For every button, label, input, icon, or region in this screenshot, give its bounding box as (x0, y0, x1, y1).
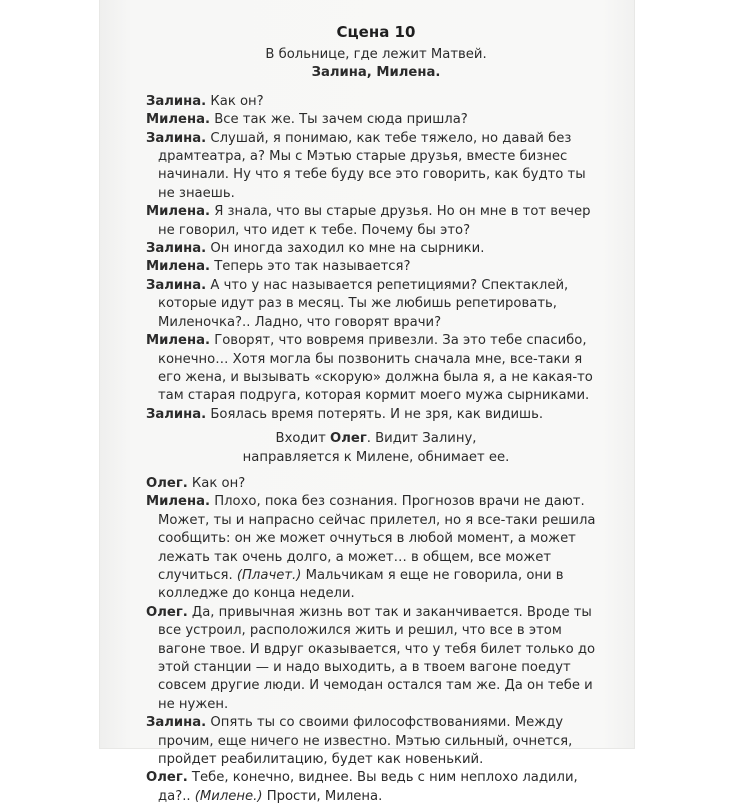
stage-direction-line-2: направляется к Милене, обнимает ее. (242, 449, 510, 465)
speaker-name: Залина. (146, 715, 207, 731)
stage-direction-text-2: . Видит Залину, (366, 431, 477, 447)
speaker-name: Милена. (146, 112, 210, 128)
speech-text: Я знала, что вы старые друзья. Но он мне в тот вечер не говорил, что идет к тебе. Почему бы это? (158, 204, 591, 238)
dialogue-line (146, 604, 606, 714)
dialogue-line (146, 258, 606, 276)
speaker-name: Залина. (146, 277, 207, 293)
scene-title: Сцена 10 (336, 23, 416, 41)
speaker-name: Олег. (146, 475, 188, 491)
speaker-name: Залина. (146, 406, 207, 422)
dialogue-line (146, 111, 606, 129)
stage-direction-line-1 (146, 430, 606, 448)
speaker-name: Залина. (146, 93, 207, 109)
dialogue-line (146, 277, 606, 332)
stage-direction-name: Олег (330, 431, 367, 447)
speech-text: Говорят, что вовремя привезли. За это тебе спасибо, конечно… Хотя могла бы позвонить сначала мне, все-таки я его жена, и вызывать «скорую» должна была я, а не какая-то там старая подруга, которая кормит моего мужа сырниками. (158, 333, 593, 404)
dialogue-line (146, 769, 606, 806)
speech-text: Все так же. Ты зачем сюда пришла? (210, 112, 468, 128)
speaker-name: Олег. (146, 770, 188, 786)
speech-text: Опять ты со своими философствованиями. Между прочим, еще ничего не известно. Мэтью сильный, очнется, пройдет реабилитацию, будет как новенький. (158, 715, 573, 768)
stage-remark: (Плачет.) (236, 567, 302, 583)
dialogue-line (146, 714, 606, 769)
dialogue-line (146, 130, 606, 204)
stage-direction-text: Входит (275, 431, 331, 447)
speech-text: Он иногда заходил ко мне на сырники. (206, 241, 485, 257)
speech-text-continued: Прости, Милена. (262, 788, 383, 804)
scene-setting: В больнице, где лежит Матвей. (265, 47, 487, 62)
scene-characters: Залина, Милена. (311, 65, 441, 81)
stage-direction (146, 430, 606, 467)
dialogue-line (146, 240, 606, 258)
dialogue-line (146, 93, 606, 111)
speaker-name: Залина. (146, 241, 207, 257)
speaker-name: Милена. (146, 333, 210, 349)
speech-text: Слушай, я понимаю, как тебе тяжело, но давай без драмтеатра, а? Мы с Мэтью старые друзья, вместе бизнес начинали. Ну что я тебе буду все это говорить, как будто ты не знаешь. (158, 130, 586, 201)
speech-text: Плохо, пока без сознания. Прогнозов врачи не дают. Может, ты и напрасно сейчас прилетел, но я все-таки решила сообщить: он же может очнуться в любой момент, а может лежать так очень долго, а может… в общем, все может случиться. (158, 494, 596, 583)
speech-text: Теперь это так называется? (210, 259, 411, 275)
play-text (146, 22, 606, 806)
dialogue-line (146, 406, 606, 424)
dialogue-line (146, 203, 606, 240)
dialogue-block-1 (146, 93, 606, 424)
dialogue-block-2 (146, 475, 606, 806)
speaker-name: Милена. (146, 259, 210, 275)
speech-text-continued: Мальчикам я еще не говорила, они в колледже до конца недели. (158, 567, 564, 602)
dialogue-line (146, 493, 606, 603)
speaker-name: Милена. (146, 204, 210, 220)
speaker-name: Милена. (146, 494, 210, 510)
speaker-name: Олег. (146, 604, 188, 620)
speaker-name: Залина. (146, 130, 207, 146)
dialogue-line (146, 332, 606, 406)
speech-text: Да, привычная жизнь вот так и заканчивается. Вроде ты все устроил, расположился жить и решил, что все в этом вагоне твое. И вдруг оказывается, что у тебя билет только до этой станции — и надо выходить, а в твоем вагоне поедут совсем другие люди. И чемодан остался там же. Да он тебе и не нужен. (158, 604, 596, 712)
speech-text: Боялась время потерять. И не зря, как видишь. (206, 406, 544, 422)
speech-text: Как он? (187, 475, 246, 491)
stage-remark: (Милене.) (194, 788, 263, 804)
speech-text: Тебе, конечно, виднее. Вы ведь с ним неплохо ладили, да?.. (158, 770, 578, 804)
speech-text: Как он? (206, 93, 264, 109)
speech-text: А что у нас называется репетициями? Спектаклей, которые идут раз в месяц. Ты же любишь репетировать, Миленочка?.. Ладно, что говорят врачи? (158, 277, 569, 330)
dialogue-line (146, 475, 606, 493)
